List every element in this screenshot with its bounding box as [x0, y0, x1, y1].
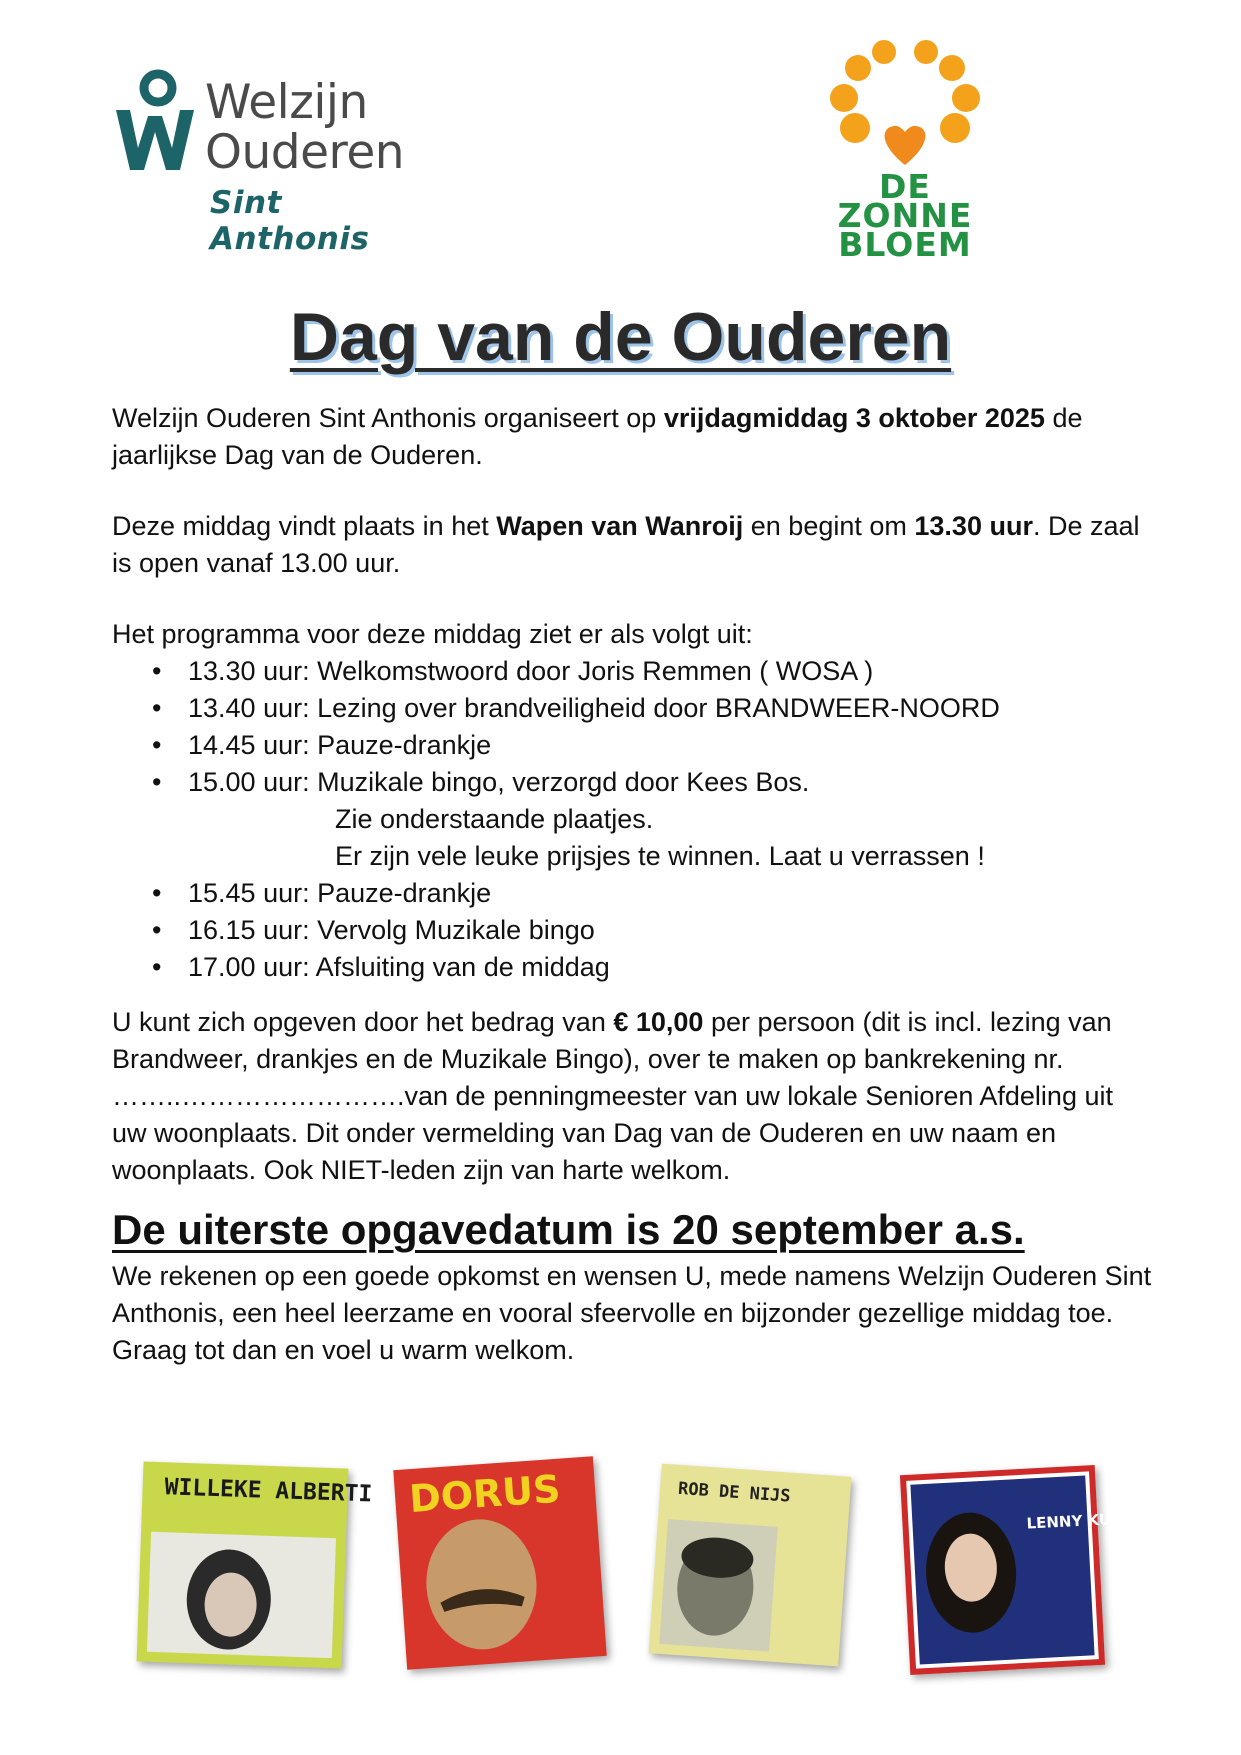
zonnebloem-name	[805, 167, 1005, 264]
logo-line-de: DE	[879, 167, 931, 206]
intro-text: de jaarlijkse Dag van de Ouderen.	[112, 403, 1083, 470]
portrait-icon	[137, 1461, 349, 1668]
program-item-text: 16.15 uur: Vervolg Muzikale bingo	[188, 915, 595, 945]
zonnebloem-logo	[805, 40, 1005, 265]
portrait-icon	[649, 1464, 852, 1667]
payment-paragraph	[112, 1004, 1152, 1189]
list-item	[188, 690, 1152, 727]
record-cover-dorus	[393, 1456, 606, 1669]
cover-title: DORUS	[407, 1466, 562, 1522]
event-date: vrijdagmiddag 3 oktober 2025	[663, 403, 1045, 433]
welzijn-ouderen-name	[205, 75, 405, 180]
program-item-text: 13.40 uur: Lezing over brandveiligheid door BRANDWEER-NOORD	[188, 693, 1000, 723]
payment-text: U kunt zich opgeven door het bedrag van	[112, 1007, 614, 1037]
intro-paragraph-date	[112, 400, 1152, 474]
list-item	[188, 653, 1152, 690]
program-list	[112, 653, 1152, 986]
intro-text: . De zaal is open vanaf 13.00 uur.	[112, 511, 1140, 578]
closing-paragraph: We rekenen op een goede opkomst en wensen U, mede namens Welzijn Ouderen Sint Anthonis, een heel leerzame en vooral sfeervolle en bijzonder gezellige middag toe. Graag tot dan en voel u warm welkom.	[112, 1261, 1152, 1365]
list-item	[188, 727, 1152, 764]
deadline-heading: De uiterste opgavedatum is 20 september a.s.	[112, 1206, 1025, 1253]
logo-line-welzijn: Welzijn	[205, 75, 368, 130]
intro-paragraph-location	[112, 508, 1152, 582]
cover-title: WILLEKE ALBERTI	[164, 1474, 373, 1508]
event-location: Wapen van Wanroij	[496, 511, 744, 541]
record-cover-lenny-kuhr	[900, 1465, 1136, 1675]
page-title: Dag van de Ouderen	[289, 299, 952, 375]
sunflower-hearts-icon	[820, 40, 990, 175]
program-item-text: 15.45 uur: Pauze-drankje	[188, 878, 492, 908]
price: € 10,00	[613, 1007, 704, 1037]
welzijn-ouderen-logo	[110, 70, 450, 257]
welzijn-ouderen-emblem-icon	[110, 70, 200, 180]
program-item-note: Er zijn vele leuke prijsjes te winnen. Laat u verrassen !	[335, 841, 985, 871]
intro-text: en begint om	[743, 511, 915, 541]
program-heading: Het programma voor deze middag ziet er als volgt uit:	[112, 619, 753, 649]
intro-text: Deze middag vindt plaats in het	[112, 511, 497, 541]
logo-line-bloem: BLOEM	[838, 225, 972, 264]
program-item-text: 13.30 uur: Welkomstwoord door Joris Remmen ( WOSA )	[188, 656, 874, 686]
program-item-text: 17.00 uur: Afsluiting van de middag	[188, 952, 610, 982]
list-item	[188, 875, 1152, 912]
program-item-text: 14.45 uur: Pauze-drankje	[188, 730, 492, 760]
event-start-time: 13.30 uur	[914, 511, 1033, 541]
logo-line-zonne: ZONNE	[837, 196, 973, 235]
program-item-text: 15.00 uur: Muzikale bingo, verzorgd door Kees Bos.	[188, 767, 810, 797]
record-cover-willeke-alberti	[137, 1461, 373, 1668]
cover-title: LENNY KUHR	[1026, 1509, 1136, 1533]
list-item	[188, 949, 1152, 986]
flyer-body	[112, 400, 1152, 1369]
payment-text: per persoon (dit is incl. lezing van Brandweer, drankjes en de Muzikale Bingo), over te maken op bankrekening nr. ……..…………………….van de penningmeester van uw lokale Senioren Afdeling uit uw woonplaats. Dit onder vermelding van Dag van de Ouderen en uw naam en woonplaats. Ook NIET-leden zijn van harte welkom.	[112, 1007, 1113, 1185]
intro-text: Welzijn Ouderen Sint Anthonis organiseert op	[112, 403, 664, 433]
list-item	[188, 764, 1152, 875]
cover-title: ROB DE NIJS	[677, 1478, 792, 1507]
portrait-icon	[906, 1471, 1101, 1670]
portrait-icon	[393, 1456, 606, 1669]
list-item	[188, 912, 1152, 949]
logo-line-sint-anthonis: Sint Anthonis	[210, 185, 370, 257]
program-item-note: Zie onderstaande plaatjes.	[335, 804, 654, 834]
logo-line-ouderen: Ouderen	[205, 125, 405, 180]
record-covers	[0, 1445, 1241, 1735]
record-cover-rob-de-nijs	[649, 1464, 852, 1667]
